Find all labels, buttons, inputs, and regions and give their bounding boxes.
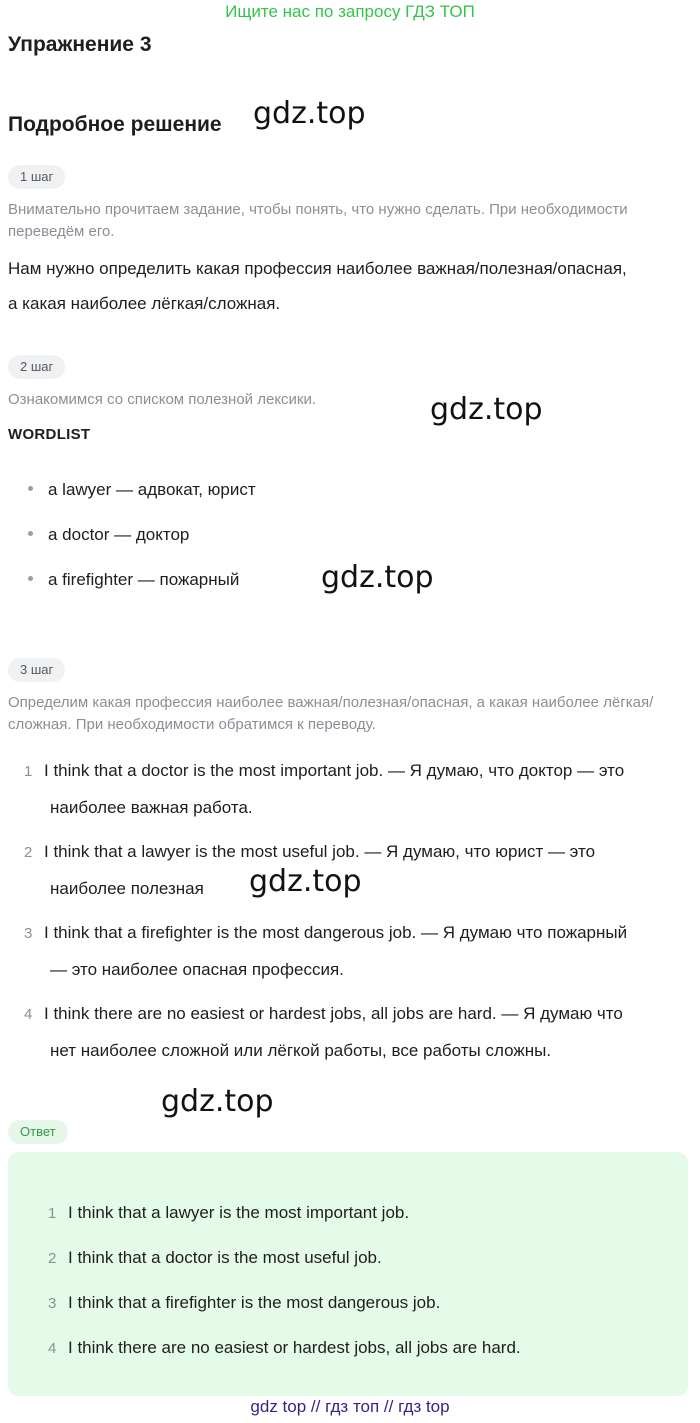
step-badge: 1 шаг: [8, 165, 65, 189]
page-title: Упражнение 3: [8, 33, 152, 56]
answer-item: 4 I think there are no easiest or hardest jobs, all jobs are hard.: [48, 1338, 521, 1357]
search-banner[interactable]: Ищите нас по запросу ГДЗ ТОП: [225, 2, 475, 21]
watermark: gdz.top: [321, 560, 434, 595]
step-hint: Определим какая профессия наиболее важная/полезная/опасная, а какая наиболее лёгкая/сложная. При необходимости обратимся к переводу.: [8, 694, 654, 733]
list-item: 2 I think that a lawyer is the most useful job. — Я думаю, что юрист — это наиболее полезная: [24, 842, 596, 898]
watermark: gdz.top: [161, 1084, 274, 1119]
watermark: gdz.top: [430, 392, 543, 427]
step-text: Нам нужно определить какая профессия наиболее важная/полезная/опасная,: [8, 259, 627, 278]
list-item: a firefighter — пожарный: [28, 570, 239, 590]
answer-box: [8, 1152, 688, 1396]
list-item: 3 I think that a firefighter is the most dangerous job. — Я думаю что пожарный — это наиболее опасная профессия.: [24, 923, 628, 979]
watermark: gdz.top: [249, 864, 362, 899]
section-title: Подробное решение: [8, 113, 222, 136]
answer-item: 2 I think that a doctor is the most useful job.: [48, 1248, 382, 1267]
step-badge: 3 шаг: [8, 658, 65, 682]
step-text: а какая наиболее лёгкая/сложная.: [8, 294, 281, 313]
answer-item: 3 I think that a firefighter is the most dangerous job.: [48, 1293, 441, 1312]
step-hint: Ознакомимся со списком полезной лексики.: [8, 391, 317, 408]
bullet-icon: [28, 531, 33, 536]
answer-badge: Ответ: [8, 1120, 68, 1144]
step-hint: Внимательно прочитаем задание, чтобы понять, что нужно сделать. При необходимости переведём его.: [8, 201, 628, 240]
bullet-icon: [28, 486, 33, 491]
list-item: a lawyer — адвокат, юрист: [28, 480, 256, 500]
watermark: gdz.top: [253, 96, 366, 131]
bullet-icon: [28, 576, 33, 581]
step-badge: 2 шаг: [8, 355, 65, 379]
wordlist-heading: WORDLIST: [8, 426, 91, 443]
answer-item: 1 I think that a lawyer is the most important job.: [48, 1203, 410, 1222]
list-item: 1 I think that a doctor is the most important job. — Я думаю, что доктор — это наиболее важная работа.: [24, 761, 625, 817]
list-item: a doctor — доктор: [28, 525, 189, 545]
footer-links[interactable]: gdz top // гдз топ // гдз top: [250, 1397, 450, 1416]
list-item: 4 I think there are no easiest or hardest jobs, all jobs are hard. — Я думаю что нет наиболее сложной или лёгкой работы, все работы сложны.: [24, 1004, 623, 1060]
